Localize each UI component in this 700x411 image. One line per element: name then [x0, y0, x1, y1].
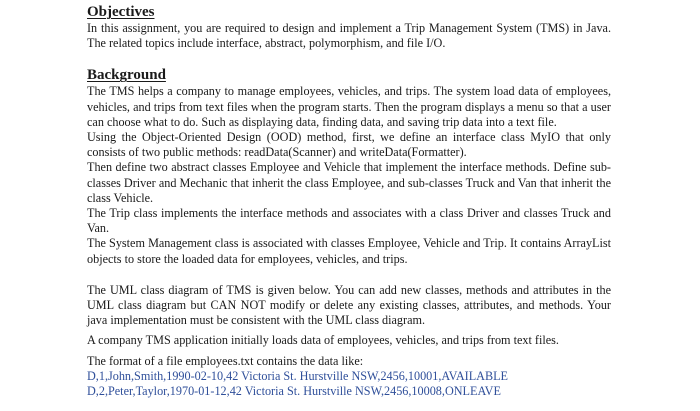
objectives-section [87, 4, 611, 51]
background-heading: Background [87, 67, 166, 84]
background-paragraph-1: The TMS helps a company to manage employees, vehicles, and trips. The system load data of employees, vehicles, and trips from text files when the program starts. Then the program displays a menu so that a user can choose what to do. Such as displaying data, finding data, and saving trip data into a text file. [87, 84, 611, 129]
background-paragraph-2: Using the Object-Oriented Design (OOD) method, first, we define an interface class MyIO that only consists of two public methods: readData(Scanner) and writeData(Formatter). [87, 130, 611, 160]
section-spacer [87, 51, 611, 67]
objectives-heading: Objectives [87, 4, 155, 20]
uml-section [87, 283, 611, 399]
load-text: A company TMS application initially loads data of employees, vehicles, and trips from text files. [87, 333, 559, 348]
uml-text: The UML class diagram of TMS is given below. You can add new classes, methods and attributes in the UML class diagram but CAN NOT modify or delete any existing classes, attributes, and methods. Your java implementation must be consistent with the UML class diagram. [87, 282, 611, 328]
data-line-1: D,1,John,Smith,1990-02-10,42 Victoria St. Hurstville NSW,2456,10001,AVAILABLE [87, 368, 508, 383]
document-page [87, 4, 611, 399]
background-paragraph-5: The System Management class is associated with classes Employee, Vehicle and Trip. It contains ArrayList objects to store the loaded data for employees, vehicles, and trips. [87, 236, 611, 266]
format-text: The format of a file employees.txt contains the data like: [87, 353, 364, 368]
background-section [87, 67, 611, 266]
background-paragraph-4: The Trip class implements the interface methods and associates with a class Driver and classes Truck and Van. [87, 206, 611, 236]
objectives-text: In this assignment, you are required to design and implement a Trip Management System (TMS) in Java. The related topics include interface, abstract, polymorphism, and file I/O. [87, 21, 611, 51]
data-line-2: D,2,Peter,Taylor,1970-01-12,42 Victoria St. Hurstville NSW,2456,10008,ONLEAVE [87, 384, 501, 399]
background-paragraph-3: Then define two abstract classes Employee and Vehicle that implement the interface methods. Define sub-classes Driver and Mechanic that inherit the class Employee, and sub-classes Truck and Van that inherit the class Vehicle. [87, 160, 611, 205]
block-spacer [87, 267, 611, 283]
